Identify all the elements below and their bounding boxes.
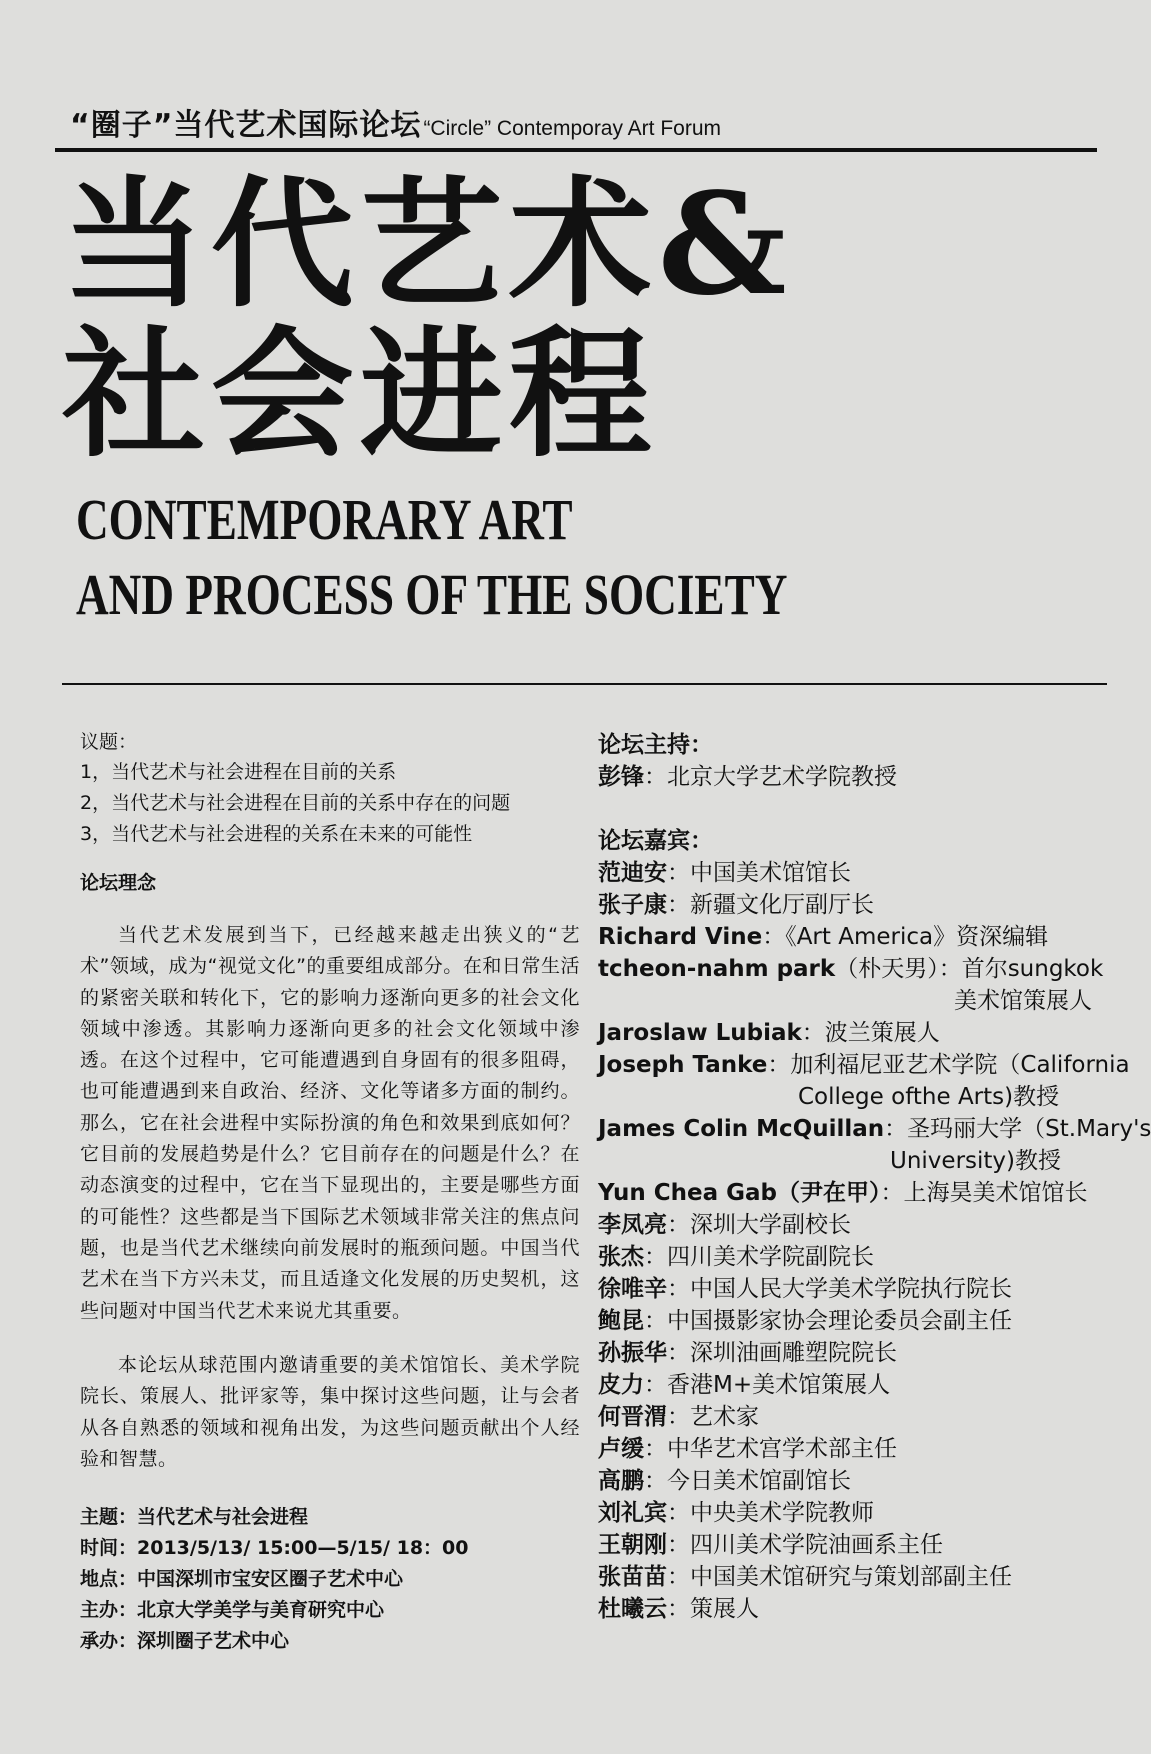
moderator-name: 彭锋 (598, 764, 644, 790)
guest-role: ：新疆文化厅副厅长 (667, 892, 874, 918)
guest-name: 何晋渭 (598, 1404, 667, 1430)
guest-entry (598, 921, 1118, 953)
guest-role-continued: College ofthe Arts)教授 (798, 1084, 1060, 1110)
guest-name: 高鹏 (598, 1468, 644, 1494)
guest-role: ：艺术家 (667, 1404, 759, 1430)
event-organizer: 承办：深圳圈子艺术中心 (80, 1630, 290, 1652)
guest-role: ：香港M+美术馆策展人 (644, 1372, 891, 1398)
guest-name: 范迪安 (598, 860, 667, 886)
guest-entry (598, 1433, 1118, 1465)
guest-role-continued: 美术馆策展人 (954, 988, 1092, 1014)
topics-list (80, 757, 580, 850)
forum-title (70, 100, 1100, 152)
guest-role: ：中国人民大学美术学院执行院长 (667, 1276, 1012, 1302)
guest-role: ：四川美术学院油画系主任 (667, 1532, 943, 1558)
main-title-en-line1: CONTEMPORARY ART (76, 487, 573, 552)
moderator-entry (598, 761, 1118, 793)
topic-item: 1，当代艺术与社会进程在目前的关系 (80, 761, 397, 783)
main-title-en-line2: AND PROCESS OF THE SOCIETY (76, 562, 788, 627)
guest-name: tcheon-nahm park (598, 956, 836, 982)
guest-name: 杜曦云 (598, 1596, 667, 1622)
guest-name: 孙振华 (598, 1340, 667, 1366)
guest-role: ：策展人 (667, 1596, 759, 1622)
title-divider (62, 683, 1107, 685)
guest-name: 卢缓 (598, 1436, 644, 1462)
guest-entry (598, 953, 1118, 985)
guest-role: ：中国美术馆馆长 (667, 860, 851, 886)
guest-role: ：深圳油画雕塑院院长 (667, 1340, 897, 1366)
forum-title-en: “Circle” Contemporay Art Forum (423, 117, 722, 140)
forum-title-cn: “圈子”当代艺术国际论坛 (70, 108, 422, 143)
guest-name: Yun Chea Gab（尹在甲） (598, 1180, 881, 1206)
guest-role: ：深圳大学副校长 (667, 1212, 851, 1238)
guest-name: 刘礼宾 (598, 1500, 667, 1526)
event-facts (80, 1502, 580, 1657)
guest-name: Jaroslaw Lubiak (598, 1020, 802, 1046)
guest-name: 张苗苗 (598, 1564, 667, 1590)
guest-role: （朴天男）：首尔sungkok (835, 956, 1104, 982)
guest-role: ：中央美术学院教师 (667, 1500, 874, 1526)
guest-entry (598, 1209, 1118, 1241)
guest-entry (598, 1177, 1118, 1209)
concept-title: 论坛理念 (80, 872, 157, 894)
event-theme: 主题：当代艺术与社会进程 (80, 1506, 309, 1528)
moderator-title: 论坛主持： (598, 732, 713, 758)
guest-name: 鲍昆 (598, 1308, 644, 1334)
moderator-role: ：北京大学艺术学院教授 (644, 764, 897, 790)
topic-item: 3，当代艺术与社会进程的关系在未来的可能性 (80, 823, 473, 845)
guest-role-continued: University)教授 (890, 1148, 1061, 1174)
guest-entry (598, 1017, 1118, 1049)
guest-role: ：四川美术学院副院长 (644, 1244, 874, 1270)
guest-list (598, 857, 1151, 1625)
main-title-cn-line1: 当代艺术& (62, 163, 793, 327)
guest-name: 皮力 (598, 1372, 644, 1398)
guest-name: 李凤亮 (598, 1212, 667, 1238)
guest-entry (598, 1369, 1118, 1401)
event-venue: 地点：中国深圳市宝安区圈子艺术中心 (80, 1568, 404, 1590)
guest-entry (598, 1337, 1118, 1369)
guest-entry (598, 1273, 1118, 1305)
event-host: 主办：北京大学美学与美育研究中心 (80, 1599, 385, 1621)
concept-paragraph-2: 本论坛从球范围内邀请重要的美术馆馆长、美术学院院长、策展人、批评家等，集中探讨这些问题，让与会者从各自熟悉的领域和视角出发，为这些问题贡献出个人经验和智慧。 (80, 1354, 580, 1470)
guest-entry (598, 889, 1118, 921)
concept-paragraph-1: 当代艺术发展到当下，已经越来越走出狭义的“艺术”领域，成为“视觉文化”的重要组成部分。在和日常生活的紧密关联和转化下，它的影响力逐渐向更多的社会文化领域中渗透。其影响力逐渐向更多的社会文化领域中渗透。在这个过程中，它可能遭遇到自身固有的很多阻碍，也可能遭遇到来自政治、经济、文化等诸多方面的制约。那么，它在社会进程中实际扮演的角色和效果到底如何？它目前的发展趋势是什么？它目前存在的问题是什么？在动态演变的过程中，它在当下显现出的，主要是哪些方面的可能性？这些都是当下国际艺术领域非常关注的焦点问题，也是当代艺术继续向前发展时的瓶颈问题。中国当代艺术在当下方兴未艾，而且适逢文化发展的历史契机，这些问题对中国当代艺术来说尤其重要。 (80, 924, 580, 1322)
guest-name: James Colin McQuillan (598, 1116, 885, 1142)
guest-name: 张杰 (598, 1244, 644, 1270)
guest-entry (598, 1529, 1118, 1561)
topics-label: 议题： (80, 731, 138, 753)
guest-role: ：圣玛丽大学（St.Mary's (884, 1116, 1151, 1142)
guest-role: ：上海昊美术馆馆长 (880, 1180, 1088, 1206)
guest-role: ：加利福尼亚艺术学院（California (767, 1052, 1130, 1078)
guest-entry (598, 1241, 1118, 1273)
guest-entry (598, 1113, 1151, 1145)
guest-entry (598, 1593, 1118, 1625)
guests-title: 论坛嘉宾： (598, 828, 713, 854)
guest-role: ：中国摄影家协会理论委员会副主任 (644, 1308, 1012, 1334)
guest-role: ：波兰策展人 (801, 1020, 940, 1046)
main-title-cn-line2: 社会进程 (62, 313, 658, 477)
event-time: 时间：2013/5/13/ 15:00—5/15/ 18：00 (80, 1537, 469, 1559)
guest-role: ：中国美术馆研究与策划部副主任 (667, 1564, 1012, 1590)
guest-entry (598, 1401, 1118, 1433)
guest-entry (598, 1305, 1118, 1337)
guest-entry (598, 1465, 1118, 1497)
topic-item: 2，当代艺术与社会进程在目前的关系中存在的问题 (80, 792, 511, 814)
guest-entry (598, 1497, 1118, 1529)
guest-role: ：中华艺术宫学术部主任 (644, 1436, 897, 1462)
header-divider (55, 148, 1097, 152)
guest-role: ：《Art America》资深编辑 (762, 924, 1049, 950)
guest-entry (598, 857, 1118, 889)
guest-name: 徐唯辛 (598, 1276, 667, 1302)
guest-name: 王朝刚 (598, 1532, 667, 1558)
guest-name: 张子康 (598, 892, 667, 918)
guest-name: Joseph Tanke (598, 1052, 768, 1078)
guest-name: Richard Vine (598, 924, 763, 950)
guest-entry (598, 1561, 1118, 1593)
guest-entry (598, 1049, 1130, 1081)
guest-role: ：今日美术馆副馆长 (644, 1468, 851, 1494)
